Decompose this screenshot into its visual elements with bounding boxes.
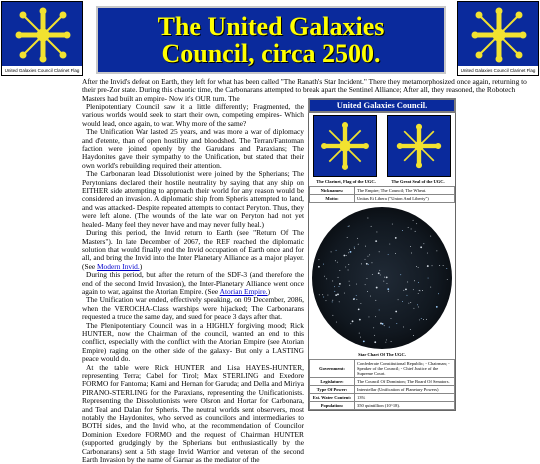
star-dot bbox=[368, 256, 369, 257]
star-field bbox=[312, 207, 452, 349]
star-dot bbox=[376, 287, 378, 289]
star-dot bbox=[346, 255, 347, 256]
star-dot bbox=[337, 262, 338, 263]
star-dot bbox=[413, 308, 414, 309]
star-dot bbox=[417, 304, 418, 305]
star-dot bbox=[375, 240, 377, 242]
star-dot bbox=[407, 295, 408, 296]
star-dot bbox=[366, 263, 368, 265]
star-dot bbox=[428, 278, 429, 279]
table-row: Nicknames: The Empire; The Council; The Wheat. bbox=[310, 187, 455, 195]
star-dot bbox=[392, 224, 393, 225]
star-dot bbox=[436, 306, 438, 308]
flag-caption: The Clarinet, Flag of the UGC. bbox=[316, 179, 376, 184]
star-chart-map bbox=[312, 207, 452, 349]
star-dot bbox=[427, 253, 428, 254]
star-dot bbox=[382, 323, 384, 325]
star-dot bbox=[439, 265, 440, 266]
star-dot bbox=[403, 290, 404, 291]
star-dot bbox=[413, 335, 414, 336]
paragraph: The Unification War lasted 25 years, and was more a war of diplomacy and d'etente, than of open hostility and bloodshed. The Terran/Fantoman faction were joined openly by the Garudans and Paraxians; The Haydonites gave their sympathy to the Unification, but stated that their own world's rebuilding required their attention. bbox=[82, 127, 304, 170]
great-seal-emblem-icon bbox=[391, 119, 447, 173]
star-dot bbox=[407, 282, 408, 283]
star-dot bbox=[318, 266, 320, 268]
star-dot bbox=[379, 270, 380, 271]
star-dot bbox=[349, 285, 350, 286]
star-dot bbox=[369, 316, 370, 317]
star-dot bbox=[405, 288, 407, 290]
star-dot bbox=[418, 293, 419, 294]
star-dot bbox=[336, 322, 337, 323]
star-dot bbox=[389, 244, 390, 245]
star-dot bbox=[416, 266, 417, 267]
star-dot bbox=[360, 337, 361, 338]
star-dot bbox=[414, 280, 415, 281]
star-dot bbox=[402, 230, 403, 231]
star-dot bbox=[373, 327, 374, 328]
star-dot bbox=[358, 308, 360, 310]
star-dot bbox=[384, 277, 385, 278]
star-dot bbox=[372, 262, 373, 263]
paragraph: During this period, the Invid return to Earth (see "Return Of The Masters"). In late December of 2067, the REF reached the diplomatic solution that would finally end the Invid occupation of Earth once and for all, and bring the Invid into the Inter Planetary Alliance as a major player. (See Modern Invid.) bbox=[82, 228, 304, 271]
star-dot bbox=[339, 286, 340, 287]
star-dot bbox=[367, 278, 368, 279]
star-dot bbox=[331, 251, 332, 252]
table-row: Type Of Power: Interstellar (Unification of Planetary Powers) bbox=[310, 386, 455, 394]
star-dot bbox=[387, 283, 388, 284]
star-dot bbox=[423, 243, 424, 244]
star-dot bbox=[427, 265, 429, 267]
star-dot bbox=[418, 267, 419, 268]
star-dot bbox=[348, 264, 349, 265]
star-dot bbox=[332, 300, 333, 301]
star-dot bbox=[368, 264, 369, 265]
star-dot bbox=[354, 247, 355, 248]
star-dot bbox=[395, 311, 397, 313]
star-dot bbox=[395, 253, 396, 254]
star-dot bbox=[438, 293, 439, 294]
star-dot bbox=[378, 272, 380, 274]
star-dot bbox=[344, 293, 345, 294]
star-dot bbox=[421, 318, 422, 319]
star-dot bbox=[339, 270, 340, 271]
star-dot bbox=[386, 276, 388, 278]
star-dot bbox=[360, 303, 361, 304]
star-dot bbox=[350, 323, 351, 324]
star-dot bbox=[336, 250, 337, 251]
star-dot bbox=[356, 284, 357, 285]
star-dot bbox=[422, 290, 423, 291]
star-dot bbox=[365, 284, 366, 285]
star-dot bbox=[365, 259, 366, 260]
star-dot bbox=[318, 259, 319, 260]
infobox bbox=[308, 98, 456, 411]
seal-caption: The Great Seal of the UGC. bbox=[391, 179, 445, 184]
star-dot bbox=[443, 265, 444, 266]
star-dot bbox=[326, 300, 327, 301]
star-dot bbox=[361, 263, 362, 264]
flag-caption-right: United Galaxies Council Clarinet Flag bbox=[458, 66, 538, 75]
header bbox=[0, 0, 540, 77]
star-dot bbox=[337, 294, 339, 296]
table-row: Government: Confederate Constitutional Republic; - Chairman; - Speaker of the Council; - Chief Justice of the Supreme Court. bbox=[310, 360, 455, 378]
star-dot bbox=[432, 265, 433, 266]
star-dot bbox=[411, 228, 412, 229]
clarinet-flag-emblem-icon bbox=[467, 4, 531, 66]
star-dot bbox=[387, 288, 389, 290]
star-dot bbox=[384, 325, 385, 326]
intro-paragraph: After the Invid's defeat on Earth, they left for what has been called "The Ranath's Star Incident." There they metamorphosized once again, returning to their pre-Zor state. During this chaotic time, the Carbonarans attempted to break apart the Sentinel Alliance; After all, they reasoned, the Robotech Masters had built an empire- Now it's OUR turn. The bbox=[82, 77, 527, 103]
star-dot bbox=[374, 341, 376, 343]
star-dot bbox=[370, 296, 371, 297]
star-dot bbox=[380, 274, 381, 275]
star-dot bbox=[410, 329, 411, 330]
star-dot bbox=[413, 220, 414, 221]
table-row: Population: 350 quintillion (10^18). bbox=[310, 402, 455, 410]
star-dot bbox=[350, 251, 352, 253]
star-dot bbox=[395, 237, 397, 239]
star-dot bbox=[430, 287, 431, 288]
star-dot bbox=[375, 316, 376, 317]
star-dot bbox=[418, 307, 419, 308]
paragraph: The Carbonaran lead Dissolutionist were joined by the Spherians; The Perytonians declared their hostile neutrality by saying that any ship on EITHER side attempting to approach their world for any reason would be considered an invasion. A diplomatic ship from Spheris attempted to land, and was attacked- Despite repeated attempts to contact Peryton. Thus, they were left alone. (The wounds of the late war on Peryton had not yet healed- Many feel they never have and may never fully heal.) bbox=[82, 169, 304, 229]
star-dot bbox=[436, 250, 437, 251]
infobox-table-2 bbox=[309, 359, 455, 410]
star-dot bbox=[371, 226, 372, 227]
star-dot bbox=[334, 291, 335, 292]
star-dot bbox=[349, 226, 350, 227]
star-dot bbox=[380, 323, 382, 325]
star-dot bbox=[420, 290, 421, 291]
modern-invid-link[interactable]: Modern Invid. bbox=[96, 261, 140, 271]
star-dot bbox=[363, 340, 365, 342]
star-dot bbox=[426, 319, 427, 320]
page-title bbox=[96, 6, 446, 74]
star-dot bbox=[447, 279, 448, 280]
paragraph: The Unification war ended, effectively speaking, on 09 December, 2086, when the VEROCHA-Class warships were hijacked; The Carbonarans requested a truce the same day, and sued for peace 3 days after that. bbox=[82, 295, 304, 322]
star-dot bbox=[389, 327, 390, 328]
star-dot bbox=[348, 270, 349, 271]
star-dot bbox=[385, 342, 386, 343]
star-dot bbox=[398, 299, 399, 300]
star-dot bbox=[388, 254, 389, 255]
star-dot bbox=[348, 252, 349, 253]
title-line-1: The United Galaxies bbox=[157, 12, 385, 41]
star-dot bbox=[354, 248, 355, 249]
star-dot bbox=[352, 320, 354, 322]
star-dot bbox=[356, 299, 357, 300]
star-dot bbox=[410, 302, 411, 303]
star-dot bbox=[376, 232, 377, 233]
star-dot bbox=[400, 274, 401, 275]
star-dot bbox=[423, 319, 424, 320]
star-dot bbox=[335, 260, 336, 261]
star-dot bbox=[356, 295, 357, 296]
star-dot bbox=[408, 227, 409, 228]
atorian-empire-link[interactable]: Atorian Empire. bbox=[219, 286, 268, 296]
star-dot bbox=[322, 294, 323, 295]
star-dot bbox=[386, 339, 387, 340]
star-dot bbox=[408, 303, 409, 304]
star-dot bbox=[365, 246, 366, 247]
star-dot bbox=[359, 319, 361, 321]
star-dot bbox=[411, 253, 412, 254]
star-dot bbox=[334, 286, 335, 287]
star-dot bbox=[324, 276, 325, 277]
star-dot bbox=[335, 294, 337, 296]
star-dot bbox=[418, 282, 419, 283]
paragraph: Plenipotentiary Council saw it a little differently; Fragmented, the various worlds would seek to start their own, competing empires- Which would lead, once again, to war. Why more of the same? bbox=[82, 102, 304, 128]
star-dot bbox=[323, 297, 324, 298]
article-body bbox=[82, 77, 540, 464]
paragraph: The Plenipotentiary Council was in a HIGHLY forgiving mood; Rick HUNTER, now the Chairman of the council, wanted an end to this conflict, especially with the conflict with the Atorian Empire (see Atorian Empire) raging on the other side of the galaxy- But only a LASTING peace would do. bbox=[82, 320, 304, 364]
flag-caption: United Galaxies Council Clarinet Flag bbox=[2, 66, 82, 75]
paragraph: At the table were Rick HUNTER and Lisa HAYES-HUNTER, representing Terra; Cabel for Tirol; Max STERLING and Exedore FORMO for Fantoma; Kami and Hernan for Garuda; and Della and Miriya PIRANO-STERLING for the Paraxians, representing the Unificationists. Representing the Dissolutionists were Olsron and Hortar for Carbonara, and Teal and Dalan for Spheris. The neutral worlds sent observers, most notably the Haydonites, who served as councilors and intermediaries to BOTH sides, and the Invid who, at the recommendation of Councilor Dominion Exedore FORMO and the request of Chairman HUNTER (supported grudgingly by the Spherians but enthusiastically by the Carbonarans) sent a 5th stage Invid Warrior and veteran of the second Earth Invasion by the name of Garnar as the mediator of the bbox=[82, 362, 304, 464]
star-dot bbox=[367, 218, 368, 219]
star-dot bbox=[357, 238, 358, 239]
star-dot bbox=[359, 333, 360, 334]
main-text-column bbox=[82, 103, 304, 464]
table-row: Legislature: The Council Of Dominion; The Board Of Senators. bbox=[310, 378, 455, 386]
star-dot bbox=[339, 283, 341, 285]
star-dot bbox=[383, 281, 384, 282]
star-dot bbox=[446, 268, 447, 269]
star-dot bbox=[349, 249, 350, 250]
star-dot bbox=[372, 274, 373, 275]
star-dot bbox=[419, 290, 420, 291]
star-dot bbox=[338, 277, 339, 278]
clarinet-flag-emblem-icon bbox=[11, 4, 75, 66]
clarinet-flag-emblem-icon bbox=[317, 119, 373, 173]
table-row: Motto: Unitas Et Libera ("Union And Liberty") bbox=[310, 195, 455, 203]
infobox-heading: United Galaxies Council. bbox=[308, 98, 456, 113]
star-dot bbox=[332, 281, 333, 282]
star-dot bbox=[367, 291, 368, 292]
star-dot bbox=[349, 281, 350, 282]
infobox-seal bbox=[387, 115, 451, 177]
star-dot bbox=[348, 226, 349, 227]
star-dot bbox=[416, 223, 417, 224]
star-dot bbox=[332, 301, 333, 302]
star-dot bbox=[343, 255, 345, 257]
star-dot bbox=[430, 236, 431, 237]
star-dot bbox=[326, 278, 327, 279]
infobox-flag bbox=[313, 115, 377, 177]
star-dot bbox=[420, 246, 422, 248]
star-dot bbox=[323, 264, 324, 265]
table-row: Est. Water Content: 13% bbox=[310, 394, 455, 402]
left-flag bbox=[1, 1, 83, 76]
star-dot bbox=[369, 254, 370, 255]
map-caption: Star Chart Of The UGC. bbox=[358, 352, 406, 357]
star-dot bbox=[402, 301, 403, 302]
star-dot bbox=[332, 315, 333, 316]
star-dot bbox=[415, 231, 416, 232]
star-dot bbox=[419, 319, 420, 320]
star-dot bbox=[354, 298, 355, 299]
star-dot bbox=[358, 244, 359, 245]
right-flag bbox=[457, 1, 539, 76]
paragraph: During this period, but after the return of the SDF-3 (and therefore the end of the second Invid Invasion), the Inter-Planetary Alliance went once again to war, against the Atorian Empire. (See Atorian Empire.) bbox=[82, 270, 304, 296]
star-dot bbox=[347, 237, 348, 238]
title-line-2: Council, circa 2500. bbox=[161, 39, 381, 68]
star-dot bbox=[339, 301, 340, 302]
infobox-table bbox=[309, 186, 455, 203]
star-dot bbox=[319, 294, 320, 295]
star-dot bbox=[345, 266, 346, 267]
star-dot bbox=[391, 341, 392, 342]
star-dot bbox=[379, 251, 380, 252]
star-dot bbox=[391, 318, 392, 319]
star-dot bbox=[379, 310, 380, 311]
star-dot bbox=[403, 327, 404, 328]
star-dot bbox=[388, 291, 389, 292]
star-dot bbox=[396, 323, 397, 324]
star-dot bbox=[327, 295, 328, 296]
star-dot bbox=[375, 300, 376, 301]
star-dot bbox=[413, 289, 414, 290]
star-dot bbox=[374, 335, 375, 336]
star-dot bbox=[410, 246, 411, 247]
